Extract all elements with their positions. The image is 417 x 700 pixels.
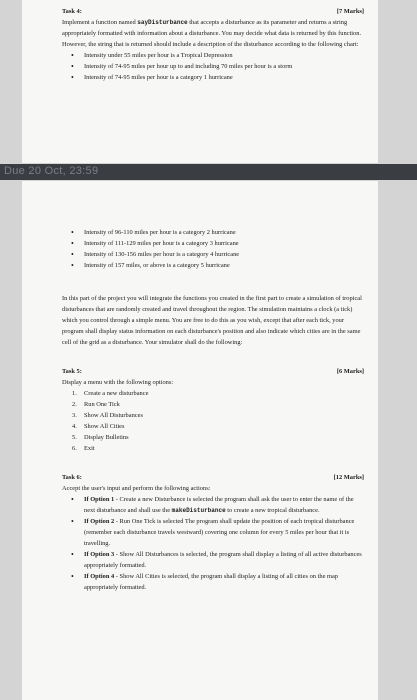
list-item: • Intensity of 130-156 miles per hour is a category 4 hurricane — [84, 249, 364, 260]
menu-option-number: 2. — [72, 401, 77, 408]
list-item: • Intensity of 96-110 miles per hour is a category 2 hurricane — [84, 227, 364, 238]
option-text-a: - Show All Cities is selected, the program shall display a listing of all cities on the map appropriately formatted. — [84, 573, 338, 591]
document-page-1 — [22, 0, 378, 163]
task6-title: Task 6: — [62, 474, 82, 481]
menu-option-number: 3. — [72, 412, 77, 419]
task4-text-b: that accepts a disturbance as its parameter and returns a string appropriately formatted with information about a disturbance. You may decide what data is returned by this function. However, the string that is returned should include a description of the disturbance according to the following chart: — [62, 19, 362, 48]
task5-title: Task 5: — [62, 368, 82, 375]
menu-option-label: Show All Disturbances — [84, 412, 143, 419]
task6-intro: Accept the user's input and perform the following actions: — [62, 485, 211, 492]
menu-option-label: Exit — [84, 445, 95, 452]
menu-option-label: Show All Cities — [84, 423, 125, 430]
option-text-b: to create a new tropical disturbance. — [225, 507, 320, 514]
list-item: • Intensity of 157 miles, or above is a category 5 hurricane — [84, 260, 364, 271]
intensity-list-2 — [62, 227, 364, 271]
function-name-say-disturbance: sayDisturbance — [137, 19, 188, 26]
task5-intro: Display a menu with the following options: — [62, 379, 174, 386]
due-date-text: Due 20 Oct, 23:59 — [4, 165, 99, 177]
task6-actions-list — [62, 494, 364, 593]
option-text-a: - Run One Tick is selected The program shall update the position of each tropical disturbance (remember each disturbance travels westward) covering one column for every 5 miles per hour that it is travelling. — [84, 518, 355, 547]
simulation-intro-paragraph: In this part of the project you will integrate the functions you created in the first part to create a simulation of tropical disturbances that are randomly created and travel throughout the region. The simulation maintains a clock (a tick) which you control through a simple menu. You are free to do this as you wish, except that after each tick, your program shall display status information on each disturbance's position and also indicate which cities are in the same cell of the grid as a disturbance. Your simulator shall do the following: — [62, 295, 362, 346]
list-item: • Intensity of 111-129 miles per hour is a category 3 hurricane — [84, 238, 364, 249]
intensity-list-1 — [62, 50, 364, 83]
menu-option-label: Display Bulletins — [84, 434, 129, 441]
option-label: If Option 3 — [84, 551, 115, 558]
list-item — [84, 494, 364, 516]
menu-option-item — [72, 432, 364, 443]
due-date-banner — [0, 164, 417, 180]
document-page-2 — [22, 181, 378, 700]
option-text-a: - Show All Disturbances is selected, the program shall display a listing of all active disturbances appropriately formatted. — [84, 551, 362, 569]
menu-option-item — [72, 399, 364, 410]
task4-description — [62, 17, 364, 50]
menu-option-label: Run One Tick — [84, 401, 120, 408]
task4-marks: [7 Marks] — [336, 8, 364, 15]
menu-option-number: 6. — [72, 445, 77, 452]
menu-option-label: Create a new disturbance — [84, 390, 149, 397]
menu-option-item — [72, 443, 364, 454]
list-item — [84, 571, 364, 593]
task5-header — [62, 366, 364, 377]
task6-marks: [12 Marks] — [333, 474, 364, 481]
option-label: If Option 1 — [84, 496, 115, 503]
menu-option-item — [72, 410, 364, 421]
menu-option-number: 5. — [72, 434, 77, 441]
menu-option-number: 1. — [72, 390, 77, 397]
option-text-a: - Create a new Disturbance is selected the program shall ask the user to enter the name of the next disturbance and shall use the — [84, 496, 354, 514]
task4-title: Task 4: — [62, 8, 82, 15]
task6-header — [62, 472, 364, 483]
option-label: If Option 4 — [84, 573, 115, 580]
list-item: • Intensity of 74-95 miles per hour up to and including 70 miles per hour is a storm — [84, 61, 364, 72]
menu-option-number: 4. — [72, 423, 77, 430]
menu-option-item — [72, 421, 364, 432]
list-item: • Intensity under 55 miles per hour is a Tropical Depression — [84, 50, 364, 61]
list-item: • Intensity of 74-95 miles per hour is a category 1 hurricane — [84, 72, 364, 83]
option-label: If Option 2 — [84, 518, 115, 525]
task4-header — [62, 6, 364, 17]
task4-text-a: Implement a function named — [62, 19, 138, 26]
list-item — [84, 549, 364, 571]
task5-marks: [6 Marks] — [336, 368, 364, 375]
list-item — [84, 516, 364, 549]
function-name-make-disturbance: makeDisturbance — [171, 507, 226, 514]
menu-options-list — [62, 388, 364, 454]
menu-option-item — [72, 388, 364, 399]
